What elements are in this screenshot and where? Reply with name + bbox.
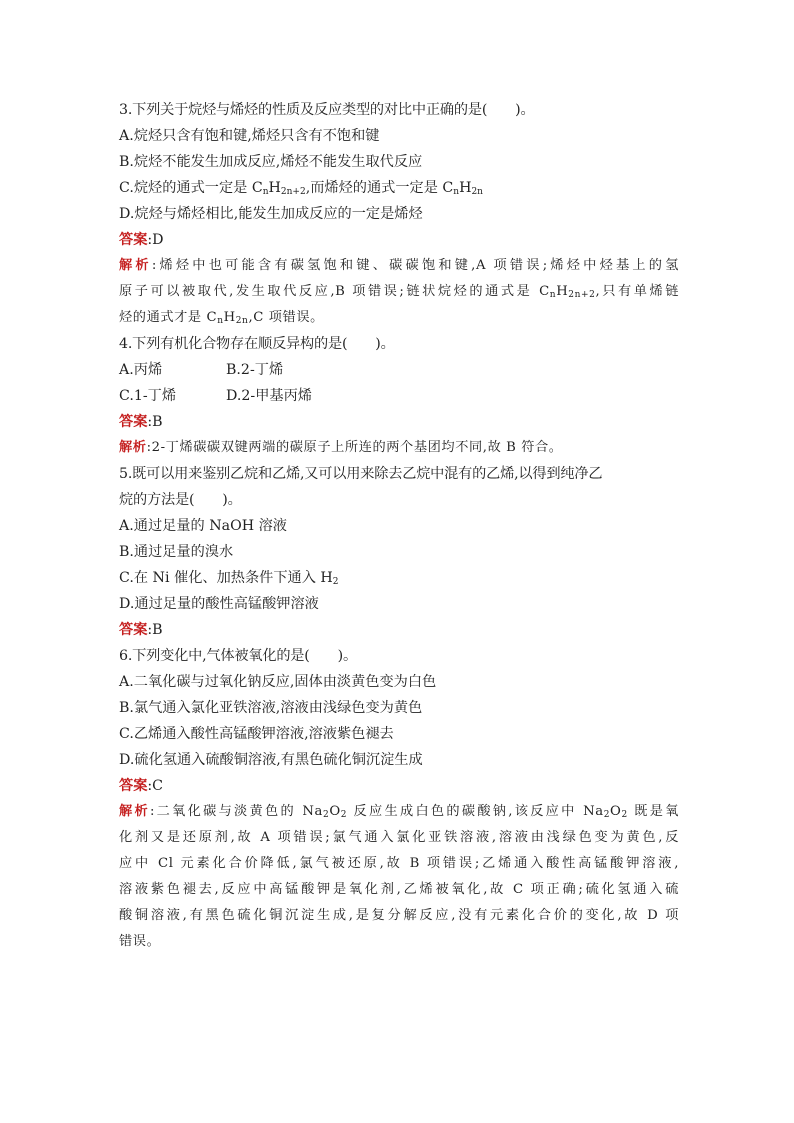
formula-sub: 2n [235,316,249,326]
question-3-explanation-line [119,305,679,331]
question-3-answer [119,227,679,253]
question-5-answer [119,617,679,643]
question-6-option-d: D.硫化氢通入硫酸铜溶液,有黑色硫化铜沉淀生成 [119,752,423,768]
question-4-explanation-line [119,435,679,461]
formula-sub: 2 [332,577,339,587]
formula-h: H [223,310,236,325]
formula-o: O [329,804,341,819]
explanation-text: :二氧化碳与淡黄色的 Na [149,804,323,819]
question-6-explanation-line [119,799,679,825]
option-c-text-1: C.烷烃的通式一定是 C [119,180,263,196]
question-3-explanation-line [119,279,679,305]
question-4-option-d: D.2-甲基丙烯 [226,388,312,404]
explanation-text: :烯烃中也可能含有碳氢饱和键、碳碳饱和键,A 项错误;烯烃中烃基上的氢 [151,258,679,273]
answer-label: 答案 [119,414,148,430]
question-3-option-b: B.烷烃不能发生加成反应,烯烃不能发生取代反应 [119,154,423,170]
question-5-stem-line-1: 5.既可以用来鉴别乙烷和乙烯,又可以用来除去乙烷中混有的乙烯,以得到纯净乙 [119,466,603,482]
question-6-explanation-line: 错误。 [119,934,161,949]
question-5-option-c [119,565,679,591]
question-3-explanation-line [119,253,679,279]
option-c-text-2: ,而烯烃的通式一定是 C [305,180,454,196]
question-3-option-d: D.烷烃与烯烃相比,能发生加成反应的一定是烯烃 [119,206,423,222]
question-4-options-row-2 [119,383,679,409]
explanation-label: 解析 [119,804,150,819]
formula-sub: 2n+2 [568,290,596,300]
question-6-option-b: B.氯气通入氯化亚铁溶液,溶液由浅绿色变为黄色 [119,700,423,716]
question-4-stem: 4.下列有机化合物存在顺反异构的是( )。 [119,336,395,352]
answer-label: 答案 [119,622,148,638]
question-3-option-c [119,175,679,201]
formula-h: H [459,180,472,196]
formula-h: H [268,180,281,196]
explanation-text: ,只有单烯链 [595,284,679,299]
answer-label: 答案 [119,232,148,248]
question-4-option-a: A.丙烯 [119,362,163,378]
explanation-text: 反应生成白色的碳酸钠,该反应中 Na [347,804,604,819]
question-4-option-c: C.1-丁烯 [119,388,177,404]
question-4-answer [119,409,679,435]
answer-value: :C [147,778,164,794]
formula-o: O [610,804,622,819]
question-6-stem: 6.下列变化中,气体被氧化的是( )。 [119,648,357,664]
question-6-option-a: A.二氧化碳与过氧化钠反应,固体由淡黄色变为白色 [119,674,437,690]
formula-sub: n [453,187,460,197]
explanation-text: ,C 项错误。 [248,310,324,325]
explanation-text: :2-丁烯碳碳双键两端的碳原子上所连的两个基团均不同,故 B 符合。 [146,440,563,455]
formula-sub: n [217,316,224,326]
explanation-text: 原子可以被取代,发生取代反应,B 项错误;链状烷烃的通式是 C [119,284,550,299]
formula-sub: 2 [603,810,611,820]
question-3-option-a: A.烷烃只含有饱和键,烯烃只含有不饱和键 [119,128,380,144]
answer-label: 答案 [119,778,148,794]
question-5-option-a: A.通过足量的 NaOH 溶液 [119,518,287,534]
formula-sub: n [549,290,557,300]
option-c-text: C.在 Ni 催化、加热条件下通入 H [119,570,333,586]
formula-sub: 2n+2 [280,187,306,197]
formula-sub: 2 [621,810,628,820]
question-6-option-c: C.乙烯通入酸性高锰酸钾溶液,溶液紫色褪去 [119,726,394,742]
question-6-explanation-line: 应中 Cl 元素化合价降低,氯气被还原,故 B 项错误;乙烯通入酸性高锰酸钾溶液, [119,856,679,871]
answer-value: :B [147,414,163,430]
explanation-text: 既是氧 [627,804,679,819]
question-3-stem: 3.下列关于烷烃与烯烃的性质及反应类型的对比中正确的是( )。 [119,102,535,118]
answer-value: :D [147,232,164,248]
explanation-text: 烃的通式才是 C [119,310,218,325]
question-5-stem-line-2: 烷的方法是( )。 [119,492,242,508]
answer-value: :B [147,622,163,638]
content-area [119,97,679,955]
question-6-explanation-line: 溶液紫色褪去,反应中高锰酸钾是氧化剂,乙烯被氧化,故 C 项正确;硫化氢通入硫 [119,882,679,897]
explanation-label: 解析 [119,440,147,455]
question-4-option-b: B.2-丁烯 [226,362,284,378]
formula-sub: 2 [323,810,330,820]
formula-sub: 2n [471,187,483,197]
formula-sub: 2 [340,810,348,820]
formula-sub: n [262,187,269,197]
question-5-option-b: B.通过足量的溴水 [119,544,234,560]
question-6-answer [119,773,679,799]
formula-h: H [556,284,569,299]
question-6-explanation-line: 化剂又是还原剂,故 A 项错误;氯气通入氯化亚铁溶液,溶液由浅绿色变为黄色,反 [119,830,679,845]
explanation-label: 解析 [119,258,152,273]
question-4-options-row-1 [119,357,679,383]
question-6-explanation-line: 酸铜溶液,有黑色硫化铜沉淀生成,是复分解反应,没有元素化合价的变化,故 D 项 [119,908,679,923]
question-5-option-d: D.通过足量的酸性高锰酸钾溶液 [119,596,319,612]
